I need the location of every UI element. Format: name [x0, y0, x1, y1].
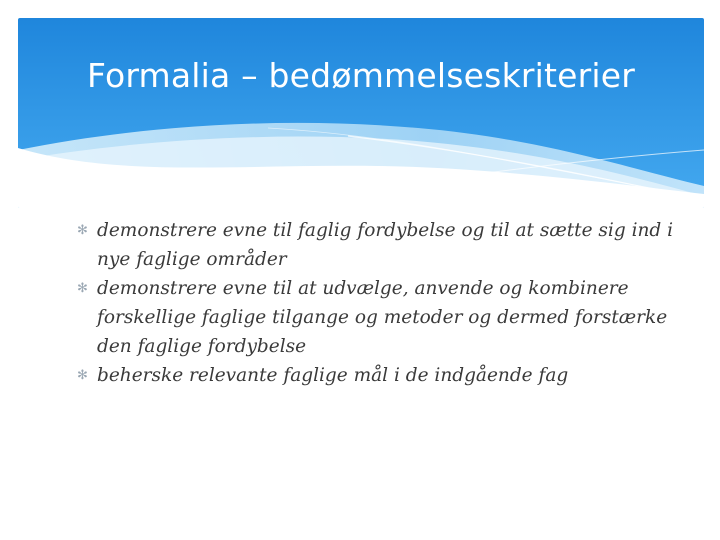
bullet-text: demonstrere evne til at udvælge, anvende og kombinere forskellige faglige tilgange og metoder og dermed forstærke den faglige fordybelse	[97, 278, 668, 357]
asterisk-bullet-icon: ✻	[77, 223, 88, 238]
list-item	[77, 274, 680, 361]
banner-background	[18, 18, 704, 208]
bullet-list	[77, 216, 680, 390]
list-item	[77, 216, 680, 274]
title-banner	[18, 18, 704, 208]
asterisk-bullet-icon: ✻	[77, 368, 88, 383]
slide-title: Formalia – bedømmelseskriterier	[86, 56, 636, 95]
asterisk-bullet-icon: ✻	[77, 281, 88, 296]
bullet-text: beherske relevante faglige mål i de indgående fag	[97, 365, 569, 386]
bullet-text: demonstrere evne til faglig fordybelse og til at sætte sig ind i nye faglige områder	[97, 220, 674, 270]
list-item	[77, 361, 680, 390]
